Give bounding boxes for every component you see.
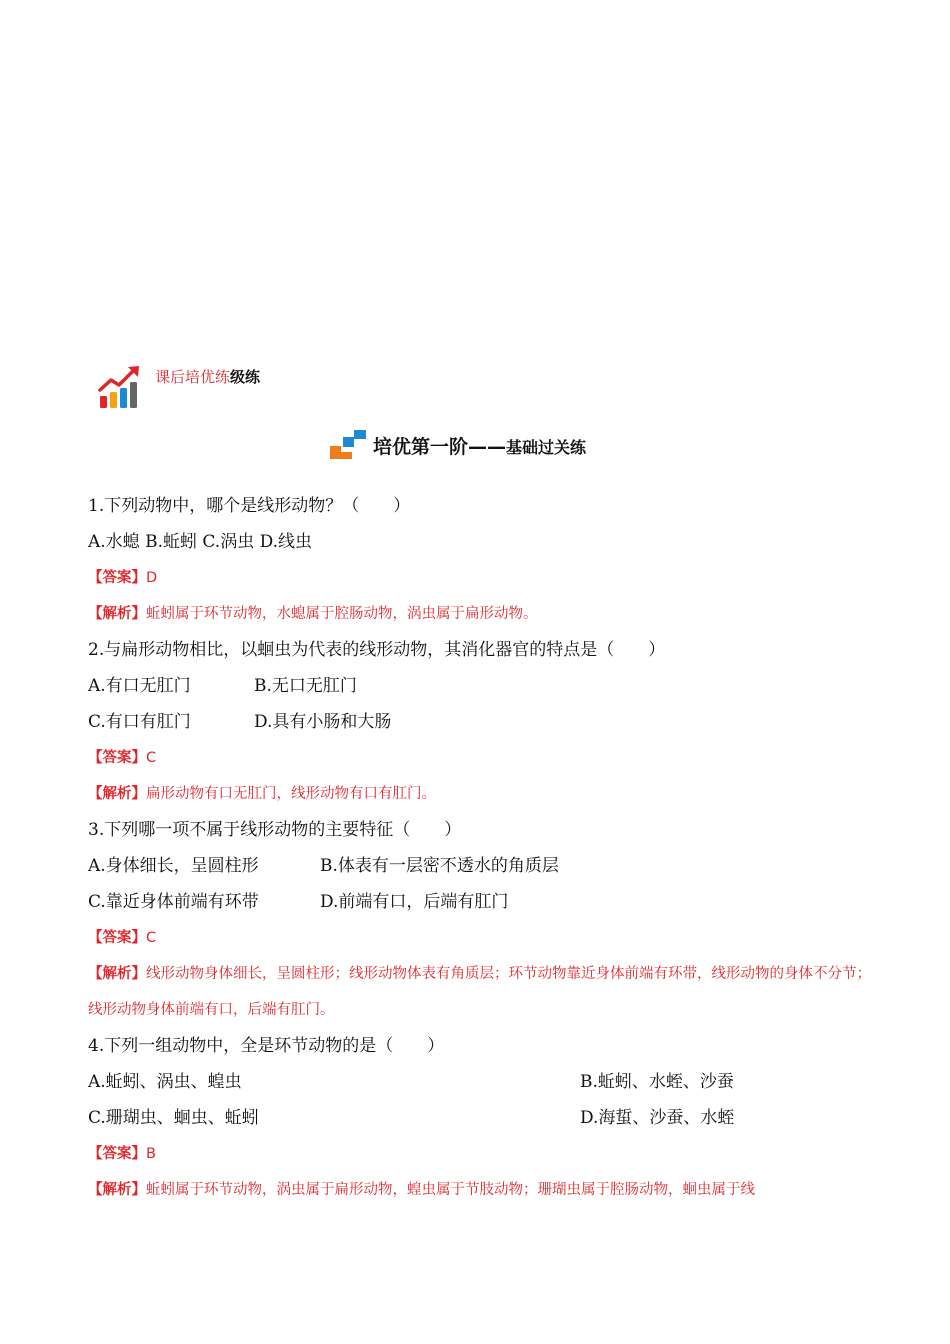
analysis-tag: 【解析】	[88, 786, 146, 802]
answer-value: C	[146, 750, 157, 766]
options-row	[88, 884, 878, 920]
analysis-text: 线形动物身体细长，呈圆柱形；线形动物体表有角质层；环节动物靠近身体前端有环带，线形动物的身体不分节；线形动物身体前端有口，后端有肛门。	[88, 966, 871, 1018]
option-a: A.身体细长，呈圆柱形	[88, 856, 259, 876]
header-label-black: 级练	[230, 368, 261, 386]
growth-chart-icon	[98, 364, 142, 410]
stairs-icon	[328, 428, 368, 462]
option-a: A.有口无肛门	[88, 676, 191, 696]
header	[98, 364, 260, 410]
analysis-text: 扁形动物有口无肛门，线形动物有口有肛门。	[146, 786, 436, 802]
question-stem: 2.与扁形动物相比，以蛔虫为代表的线形动物，其消化器官的特点是（ ）	[88, 640, 666, 660]
option-c: C.靠近身体前端有环带	[88, 892, 259, 912]
option-c: C.珊瑚虫、蛔虫、蚯蚓	[88, 1108, 259, 1128]
option-d: D.海蜇、沙蚕、水蛭	[580, 1108, 735, 1128]
option-a: A.蚯蚓、涡虫、蝗虫	[88, 1072, 242, 1092]
answer-line	[88, 740, 878, 776]
option-b: B.无口无肛门	[254, 676, 357, 696]
answer-line	[88, 920, 878, 956]
section-title-sub: 基础过关练	[506, 437, 587, 457]
option-b: B.蚯蚓、水蛭、沙蚕	[580, 1072, 734, 1092]
options-row	[88, 668, 878, 704]
question-stem: 4.下列一组动物中，全是环节动物的是（ ）	[88, 1036, 445, 1056]
option-b: B.体表有一层密不透水的角质层	[320, 856, 559, 876]
answer-value: D	[146, 570, 158, 586]
header-label-red: 课后培优练	[155, 368, 231, 386]
answer-line	[88, 560, 878, 596]
analysis-tag: 【解析】	[88, 606, 146, 622]
analysis-text: 蚯蚓属于环节动物，涡虫属于扁形动物，蝗虫属于节肢动物；珊瑚虫属于腔肠动物，蛔虫属于线	[146, 1182, 755, 1198]
section-title-text	[373, 432, 586, 459]
section-title-main: 培优第一阶	[373, 435, 469, 458]
option-c: C.有口有肛门	[88, 712, 191, 732]
answer-tag: 【答案】	[88, 930, 146, 946]
question-stem: 1.下列动物中，哪个是线形动物？（ ）	[88, 496, 411, 516]
question-options: A.水螅 B.蚯蚓 C.涡虫 D.线虫	[88, 532, 313, 552]
analysis-text: 蚯蚓属于环节动物，水螅属于腔肠动物，涡虫属于扁形动物。	[146, 606, 538, 622]
answer-tag: 【答案】	[88, 750, 146, 766]
analysis-tag: 【解析】	[88, 966, 146, 982]
answer-tag: 【答案】	[88, 570, 146, 586]
section-title-dash: ——	[468, 435, 507, 458]
options-row	[88, 1100, 878, 1136]
answer-line	[88, 1136, 878, 1172]
options-row	[88, 848, 878, 884]
analysis-line	[88, 776, 878, 812]
question-stem: 3.下列哪一项不属于线形动物的主要特征（ ）	[88, 820, 462, 840]
answer-value: C	[146, 930, 157, 946]
option-d: D.前端有口，后端有肛门	[320, 892, 509, 912]
question-list	[88, 488, 878, 1208]
answer-value: B	[146, 1146, 156, 1162]
options-row	[88, 704, 878, 740]
analysis-line	[88, 956, 878, 1028]
answer-tag: 【答案】	[88, 1146, 146, 1162]
analysis-line	[88, 596, 878, 632]
analysis-tag: 【解析】	[88, 1182, 146, 1198]
section-title	[328, 428, 586, 462]
options-row	[88, 1064, 878, 1100]
option-d: D.具有小肠和大肠	[254, 712, 392, 732]
header-label	[155, 366, 260, 387]
analysis-line	[88, 1172, 878, 1208]
